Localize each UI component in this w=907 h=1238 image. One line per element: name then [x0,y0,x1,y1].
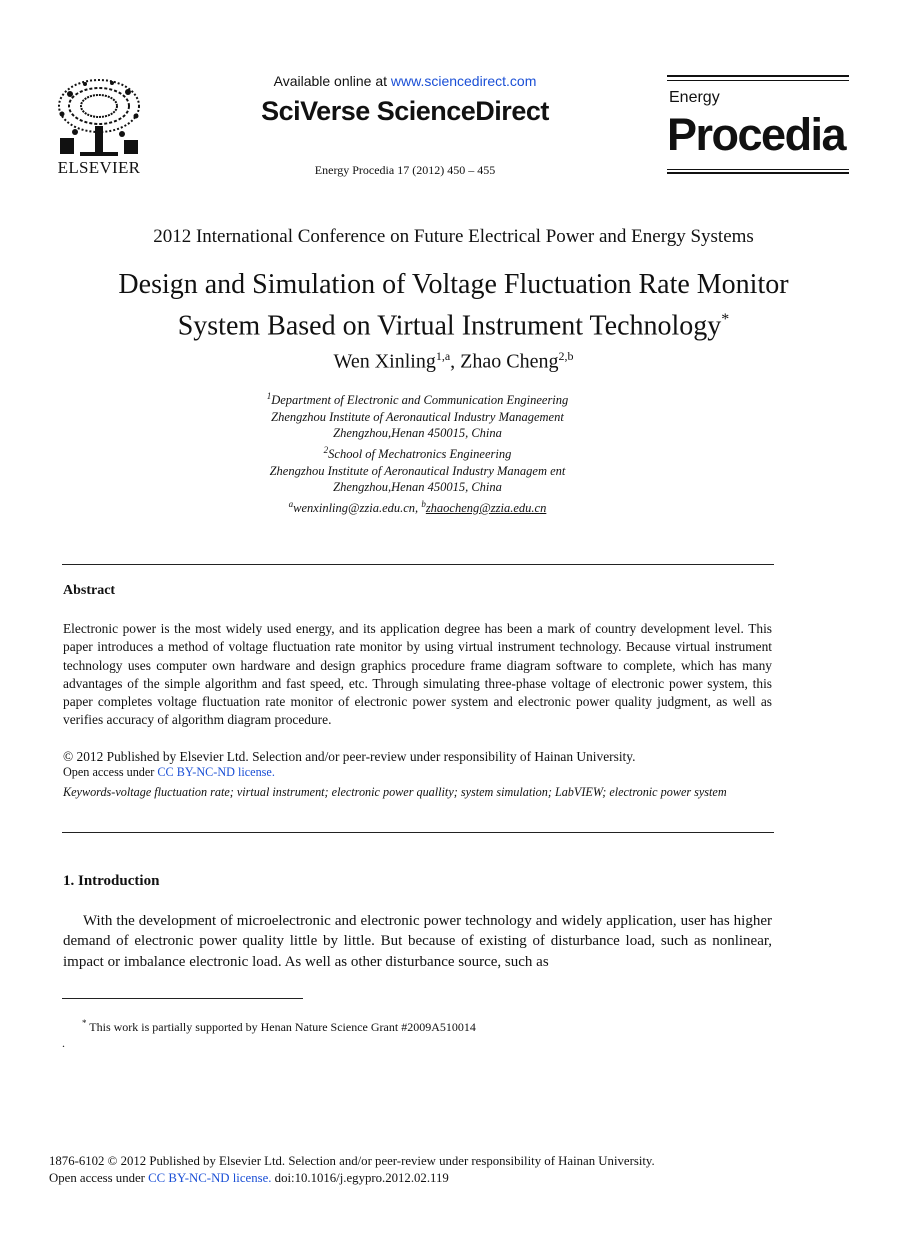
affil-line: Zhengzhou Institute of Aeronautical Industry Managem ent [269,463,566,478]
title-line: System Based on Virtual Instrument Technology [177,310,722,342]
footnote-text: This work is partially supported by Henan Nature Science Grant #2009A510014 [86,1020,476,1034]
title-line: Design and Simulation of Voltage Fluctuation Rate Monitor [118,269,789,300]
author-sup: 1,a [435,349,451,363]
available-online [190,73,620,89]
abstract-body: Electronic power is the most widely used energy, and its application degree has been a mark of country development level. This paper introduces a method of voltage fluctuation rate monitor by using virtual instrument technology. Because virtual instrument technology uses computer own hardware and design graphics procedure frame diagram software to complete, which has many advantages of the simple algorithm and fast speed, etc. Through simulating three-phase voltage of electronic power system, this paper completes voltage fluctuation rate monitor of electronic power system and electronic power quality judgment, as well as verifies accuracy of algorithm diagram procedure. [63,621,772,728]
logo-energy-text: Energy [669,89,720,106]
affil-line: Zhengzhou Institute of Aeronautical Industry Management [271,409,564,424]
author-name: Zhao Cheng [460,350,559,373]
footnote-rule [62,998,303,999]
introduction-body: With the development of microelectronic and electronic power technology and widely application, user has higher demand of electronic power quality little by little. But because of existing of disturbance load, such as nonlinear, impact or imbalance electronic load. As well as other disturbance source, such as [63,913,772,970]
affil-sup: 2 [323,444,329,455]
elsevier-wordmark: ELSEVIER [57,158,141,177]
logo-procedia-text: Procedia [667,109,846,160]
affil-line: Zhengzhou,Henan 450015, China [333,426,502,441]
affiliations [140,388,695,517]
author-sup: 2,b [558,349,574,363]
available-prefix: Available online at [273,73,391,89]
footnote [82,1018,476,1035]
open-access-prefix: Open access under [63,765,158,779]
affil-line: Zhengzhou,Henan 450015, China [333,480,502,495]
journal-reference: Energy Procedia 17 (2012) 450 – 455 [314,163,496,177]
issn-copyright-line: 1876-6102 © 2012 Published by Elsevier Ltd. Selection and/or peer-review under responsibility of Hainan University. [49,1154,655,1168]
sciverse-logo: SciVerse ScienceDirect [261,96,549,126]
doi: doi:10.1016/j.egypro.2012.02.119 [271,1171,449,1185]
email-b[interactable]: zhaocheng@zzia.edu.cn [425,501,547,516]
footnote-dot: . [62,1036,65,1050]
copyright-notice: © 2012 Published by Elsevier Ltd. Selection and/or peer-review under responsibility of Hainan University. [63,749,636,764]
section-heading: 1. Introduction [63,873,160,889]
affil-line: School of Mechatronics Engineering [328,447,512,462]
email-sup: b [421,498,426,509]
energy-procedia-logo [667,75,849,175]
open-access-prefix: Open access under [49,1171,149,1185]
sciencedirect-link[interactable]: www.sciencedirect.com [390,73,537,89]
author-name: Wen Xinling [333,350,436,373]
open-access-doi-line [49,1171,449,1186]
affil-sup: 1 [266,391,272,401]
license-link[interactable]: CC BY-NC-ND license. [148,1171,272,1185]
logo-rule [667,169,849,170]
affil-line: Department of Electronic and Communication Engineering [271,393,569,408]
title-footnote-mark: * [721,311,730,328]
email-sup: a [288,498,294,509]
logo-rule [667,75,849,77]
email-a: wenxinling@zzia.edu.cn, [293,501,422,516]
keywords: Keywords-voltage fluctuation rate; virtual instrument; electronic power quallity; system simulation; LabVIEW; electronic power system [63,785,727,799]
open-access-notice [63,765,772,780]
footnote-mark: * [82,1018,87,1028]
license-link[interactable]: CC BY-NC-ND license. [157,765,275,779]
abstract-heading: Abstract [63,583,116,598]
logo-rule [667,172,849,174]
authors [40,349,867,374]
paper-title [40,267,867,343]
logo-rule [667,80,849,81]
divider [62,564,774,565]
author-separator: , [450,350,461,373]
conference-name: 2012 International Conference on Future Electrical Power and Energy Systems [153,226,754,247]
divider [62,832,774,833]
